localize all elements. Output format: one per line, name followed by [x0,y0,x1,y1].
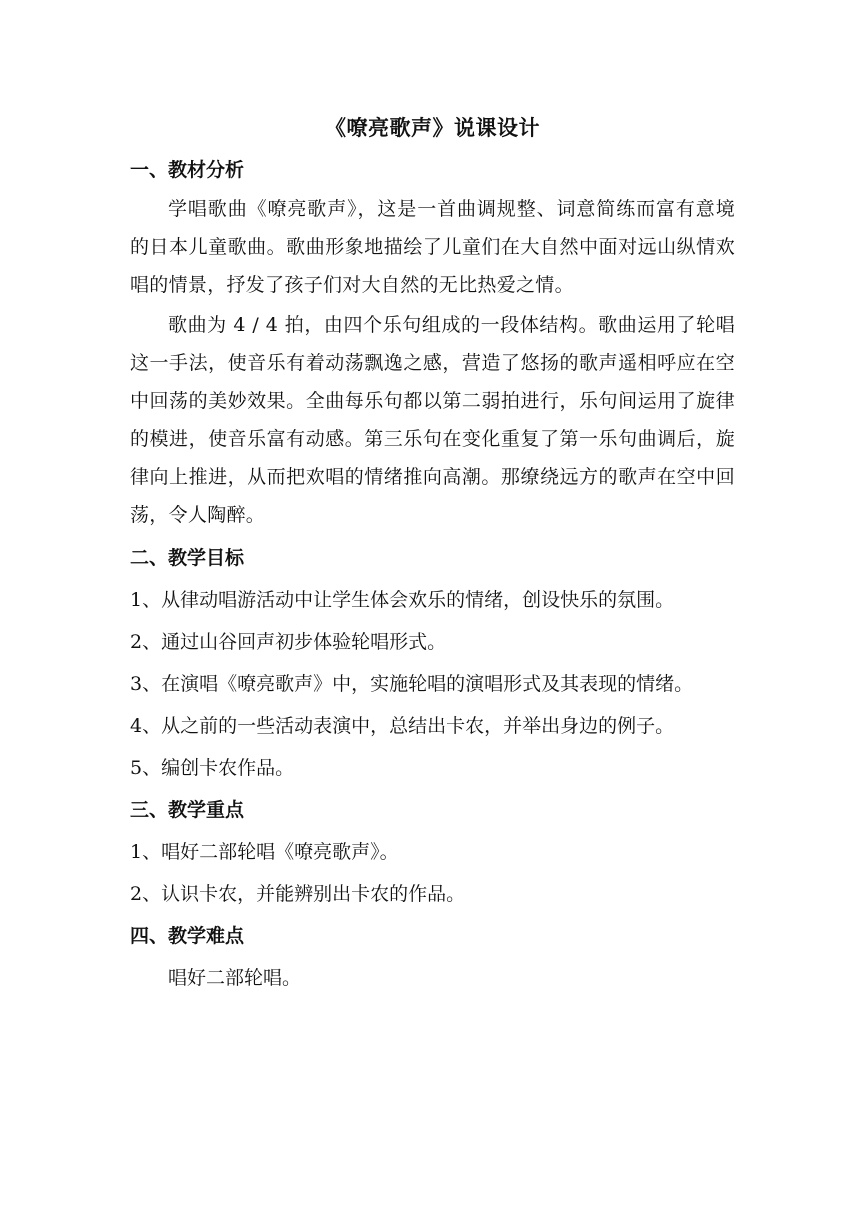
list-item: 1、唱好二部轮唱《嘹亮歌声》。 [130,841,399,863]
paragraph: 歌曲为 4 / 4 拍，由四个乐句组成的一段体结构。歌曲运用了轮唱这一手法，使音乐有着动荡飘逸之感，营造了悠扬的歌声遥相呼应在空中回荡的美妙效果。全曲每乐句都以第二弱拍进行，乐句间运用了旋律的模进，使音乐富有动感。第三乐句在变化重复了第一乐句曲调后，旋律向上推进，从而把欢唱的情绪推向高潮。那缭绕远方的歌声在空中回荡，令人陶醉。 [130,314,735,526]
document-page [130,110,735,996]
paragraph: 唱好二部轮唱。 [168,967,302,989]
section-heading: 一、教材分析 [130,159,245,181]
section-heading: 三、教学重点 [130,799,245,821]
section-teaching-difficulty [130,918,735,996]
section-heading: 二、教学目标 [130,547,245,569]
list-item: 1、从律动唱游活动中让学生体会欢乐的情绪，创设快乐的氛围。 [130,589,675,611]
list-item: 4、从之前的一些活动表演中，总结出卡农，并举出身边的例子。 [130,715,675,737]
list-item: 3、在演唱《嘹亮歌声》中，实施轮唱的演唱形式及其表现的情绪。 [130,673,694,695]
section-teaching-objectives [130,540,735,786]
list-item: 5、编创卡农作品。 [130,757,295,779]
list-item: 2、认识卡农，并能辨别出卡农的作品。 [130,883,466,905]
section-heading: 四、教学难点 [130,925,245,947]
section-teaching-focus [130,792,735,912]
paragraph: 学唱歌曲《嘹亮歌声》，这是一首曲调规整、词意简练而富有意境的日本儿童歌曲。歌曲形象地描绘了儿童们在大自然中面对远山纵情欢唱的情景，抒发了孩子们对大自然的无比热爱之情。 [130,198,735,296]
section-materials-analysis [130,152,735,534]
document-title: 《嘹亮歌声》说课设计 [325,115,540,140]
list-item: 2、通过山谷回声初步体验轮唱形式。 [130,631,447,653]
